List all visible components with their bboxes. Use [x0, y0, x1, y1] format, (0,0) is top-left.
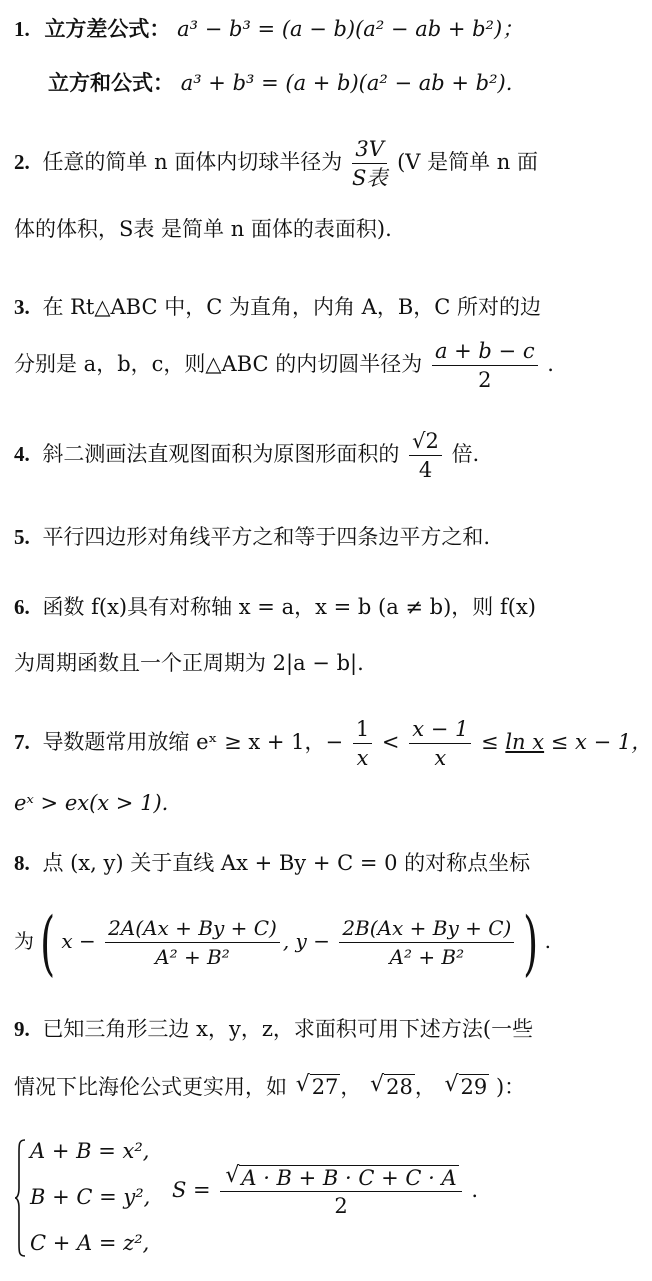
item-8-text-a: 点 (x, y) 关于直线 Ax + By + C = 0 的对称点坐标: [42, 851, 531, 875]
item-9-text-a: 已知三角形三边 x，y，z，求面积可用下述方法(一些: [42, 1017, 534, 1041]
item-6-line-1: [14, 592, 590, 622]
item-number: 1.: [14, 17, 30, 41]
ln-x: ln x: [505, 730, 545, 754]
cube-sum-formula: a³ + b³ = (a + b)(a² − ab + b²).: [180, 71, 513, 95]
cube-sum-label: 立方和公式：: [48, 70, 174, 95]
item-2-line-1: [14, 132, 590, 192]
fraction-numerator: 2B(Ax + By + C): [339, 915, 514, 943]
area-end: .: [471, 1178, 479, 1202]
item-number: 7.: [14, 730, 30, 754]
item-number: 9.: [14, 1017, 30, 1041]
left-brace-icon: [14, 1138, 26, 1258]
item-3-text-a: 在 Rt△ABC 中，C 为直角，内角 A，B，C 所对的边: [42, 295, 542, 319]
fraction-denominator: S表: [352, 166, 388, 190]
reflection-y-fraction: [339, 915, 514, 970]
area-s-eq: S =: [172, 1178, 211, 1202]
fraction-denominator: 2: [220, 1191, 461, 1219]
fraction-numerator: √2: [409, 428, 442, 456]
fraction-numerator: 2A(Ax + By + C): [105, 915, 280, 943]
item-7-text-a: 导数题常用放缩 eˣ ≥ x + 1，−: [42, 730, 344, 754]
item-1-line-1: [14, 14, 590, 44]
one-over-x-fraction: [353, 716, 372, 771]
system-eq-3: C + A = z²,: [30, 1231, 150, 1255]
item-8-end: .: [544, 929, 551, 953]
item-4-text-b: 倍.: [451, 442, 480, 466]
item-5-line-1: [14, 522, 590, 552]
item-7-line-1: [14, 712, 652, 772]
item-2-line-2: [14, 214, 590, 244]
item-number: 5.: [14, 525, 30, 549]
item-4-text-a: 斜二测画法直观图面积为原图形面积的: [42, 442, 400, 466]
item-number: 8.: [14, 851, 30, 875]
item-3-line-2: [14, 334, 590, 394]
item-9-line-1: [14, 1014, 590, 1044]
item-8-comma: , y −: [282, 929, 330, 953]
item-7-text-d: eˣ > ex(x > 1).: [14, 791, 169, 815]
item-9-line-2: 情况下比海伦公式更实用，如 √ 27， √ 28， √ 29 )：: [14, 1072, 590, 1102]
fraction-numerator: 3V: [352, 136, 387, 164]
item-9-text-b: 情况下比海伦公式更实用，如: [14, 1075, 287, 1099]
right-paren: ): [523, 901, 539, 984]
sqrt-27: √ 27: [296, 1072, 341, 1102]
area-formula: [172, 1160, 590, 1220]
item-2-text-b: (V 是简单 n 面: [397, 150, 538, 174]
item-4-line-1: [14, 424, 590, 484]
fraction-numerator: a + b − c: [432, 338, 538, 366]
item-8-x-part: x −: [61, 929, 96, 953]
left-paren: (: [40, 901, 56, 984]
item-6-line-2: [14, 648, 590, 678]
reflection-x-fraction: [105, 915, 280, 970]
item-6-text-b: 为周期函数且一个正周期为 2|a − b|.: [14, 651, 364, 675]
incircle-radius-fraction: [432, 338, 538, 393]
item-number: 2.: [14, 150, 30, 174]
item-9-text-c: )：: [495, 1075, 526, 1099]
item-number: 4.: [14, 442, 30, 466]
cube-difference-formula: a³ − b³ = (a − b)(a² − ab + b²)；: [177, 17, 524, 41]
item-3-line-1: [14, 292, 590, 322]
fraction-denominator: A² + B²: [389, 945, 465, 969]
item-8-line-1: [14, 848, 590, 878]
fraction-numerator: x − 1: [409, 716, 471, 744]
item-8-text-b: 为: [14, 929, 34, 953]
fraction-denominator: A² + B²: [155, 945, 230, 969]
fraction-numerator: 1: [353, 716, 372, 744]
leq-sign: ≤: [481, 730, 499, 754]
x-minus-one-over-x-fraction: [409, 716, 471, 771]
item-2-text-a: 任意的简单 n 面体内切球半径为: [42, 150, 343, 174]
item-number: 6.: [14, 595, 30, 619]
sqrt-28: √ 28: [370, 1072, 415, 1102]
system-eq-2: B + C = y²,: [30, 1185, 151, 1209]
area-fraction: [220, 1165, 461, 1219]
item-2-text-c: 体的体积，S表 是简单 n 面体的表面积).: [14, 217, 392, 241]
item-3-text-c: .: [547, 352, 554, 376]
fraction-denominator: 2: [478, 368, 492, 392]
fraction-numerator: [220, 1165, 461, 1191]
cube-difference-label: 立方差公式：: [44, 16, 171, 41]
item-3-text-b: 分别是 a，b，c，则△ABC 的内切圆半径为: [14, 352, 423, 376]
item-7-text-c: ≤ x − 1，: [550, 730, 652, 754]
area-ratio-fraction: [409, 428, 442, 483]
item-1-line-2: [48, 68, 590, 98]
area-sqrt: √ A · B + B · C + C · A: [225, 1165, 458, 1191]
item-5-text-a: 平行四边形对角线平方之和等于四条边平方之和.: [42, 525, 491, 549]
less-than-sign: <: [381, 730, 400, 754]
system-eq-1: A + B = x²,: [30, 1139, 150, 1163]
item-number: 3.: [14, 295, 30, 319]
sqrt-29: √ 29: [445, 1072, 490, 1102]
item-6-text-a: 函数 f(x)具有对称轴 x = a，x = b (a ≠ b)，则 f(x): [42, 595, 536, 619]
item-8-line-2: [14, 901, 590, 984]
fraction-denominator: x: [356, 746, 369, 770]
fraction-denominator: 4: [418, 458, 433, 482]
item-7-line-2: [14, 788, 590, 818]
inradius-fraction: [352, 136, 387, 191]
fraction-denominator: x: [434, 746, 447, 770]
